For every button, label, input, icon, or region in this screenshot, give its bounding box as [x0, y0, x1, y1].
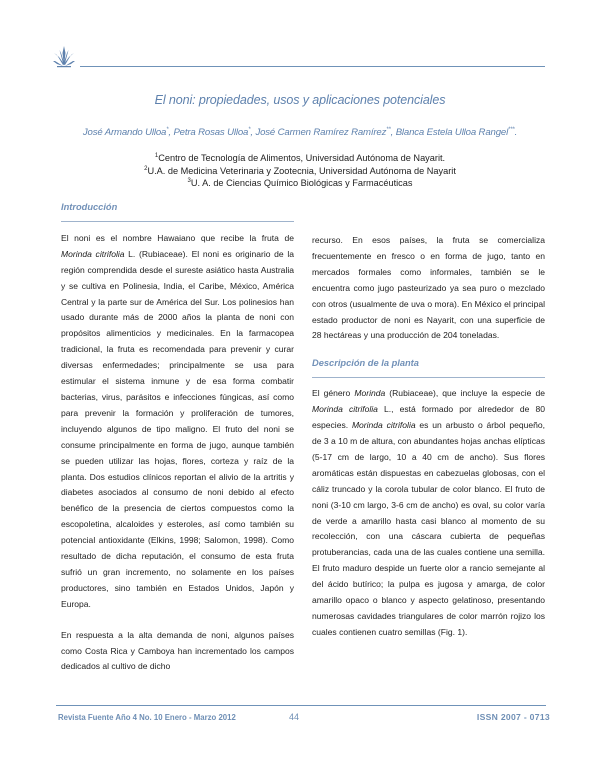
paragraph: El noni es el nombre Hawaiano que recibe la fruta de Morinda citrifolia L. (Rubiaceae). El noni es originario de la región comprendida desde el sureste asiático hasta Australia y se cultiva en Polinesia, India, el Caribe, México, América Central y la parte sur de América del Sur. Los polinesios han usado durante más de 2000 años la planta de noni con propósitos alimenticios y medicinales. En la farmacopea tradicional, la fruta es recomendada para prevenir y curar diversas enfermedades; principalmente se usa para estimular el sistema inmune y de esa forma combatir bacterias, virus, parásitos e infecciones fúngicas, así como para prevenir la formación y proliferación de tumores, incluyendo algunos de tipo maligno. El fruto del noni se consume principalmente en forma de jugo, aunque también se pueden utilizar las hojas, flores, corteza y raíz de la planta. Dos estudios clínicos reportan el alivio de la artritis y diabetes asociados al consumo de noni debido al efecto benéfico de la presencia de ciertos compuestos como la escopoletina, alcaloides y esteroles, así como también su potencial antioxidante (Elkins, 1998; Salomon, 1998). Como resultado de dicha reputación, el consumo de esta fruta sufrió un gran incremento, no solamente en los países productores, sino también en Estados Unidos, Japón y Europa.	[61, 232, 294, 609]
affiliation-text: Centro de Tecnología de Alimentos, Universidad Autónoma de Nayarit.	[158, 153, 446, 163]
affiliation-text: U. A. de Ciencias Químico Biológicas y Farmacéuticas	[190, 178, 413, 188]
paragraph: recurso. En esos países, la fruta se comercializa frecuentemente en fresco o en forma de jugo, tanto en mercados formales como informales, también se le encuentra como jugo pasteurizado ya sea puro o mezclado con otros (usualmente de uva o mora). En México el principal estado productor de noni es Nayarit, con una superficie de 28 hectáreas y una producción de 204 toneladas.	[312, 235, 545, 341]
affiliation-mark: 2	[144, 165, 148, 172]
affiliation-line	[0, 165, 600, 178]
author-mark: **	[386, 126, 391, 133]
author-mark: *	[166, 126, 169, 133]
species-name: Morinda citrifolia	[351, 420, 416, 431]
affiliation-mark: 1	[154, 152, 159, 159]
species-name: Morinda citrifolia	[312, 404, 378, 415]
section-rule	[61, 221, 294, 222]
author-name: José Armando Ulloa	[82, 127, 167, 138]
paragraph: El género Morinda (Rubiaceae), que incluye la especie de Morinda citrifolia L., está formado por alrededor de 80 especies. Morinda citrifolia es un arbusto o árbol pequeño, de 3 a 10 m de altura, con abundantes hojas anchas elípticas (5-17 cm de largo, 10 a 40 cm de ancho). Sus flores aromáticas están dispuestas en cabezuelas globosas, con el cáliz truncado y la corola tubular de color blanco. El fruto de noni (3-10 cm largo, 3-6 cm de ancho) es oval, su color varía de verde a amarillo hasta casi blanco al momento de su recolección, con una cáscara cubierta de pequeñas protuberancias, cada una de las cuales contiene una semilla. El fruto maduro despide un fuerte olor a rancio semejante al del ácido butírico; la pulpa es jugosa y amarga, de color amarillo opaco o blanco y aspecto gelatinoso, presentando numerosas cavidades triangulares de color marrón rojizo los cuales contienen cuatro semillas (Fig. 1).	[312, 388, 545, 637]
page-number: 44	[289, 712, 300, 722]
affiliations	[0, 152, 600, 190]
author-mark: ***	[508, 126, 515, 133]
affiliation-line	[0, 177, 600, 190]
journal-citation: Revista Fuente Año 4 No. 10 Enero - Marzo 2012	[58, 713, 236, 722]
article-title: El noni: propiedades, usos y aplicaciones potenciales	[154, 93, 446, 107]
author-name: José Carmen Ramírez Ramírez	[255, 127, 387, 138]
author-list: José Armando Ulloa*, Petra Rosas Ulloa*, José Carmen Ramírez Ramírez**, Blanca Estela Ulloa Rangel***.	[82, 126, 518, 138]
affiliation-mark: 3	[187, 177, 191, 184]
agave-plant-logo-icon	[52, 44, 76, 68]
author-name: Blanca Estela Ulloa Rangel	[395, 127, 509, 138]
section-rule	[312, 377, 545, 378]
left-column	[61, 200, 294, 675]
species-name: Morinda citrifolia	[61, 248, 125, 259]
right-column	[312, 233, 545, 641]
paragraph: En respuesta a la alta demanda de noni, algunos países como Costa Rica y Camboya han incrementado los campos dedicados al cultivo de dicho	[61, 629, 294, 672]
author-name: Petra Rosas Ulloa	[173, 127, 249, 138]
header-rule	[80, 66, 545, 67]
affiliation-line	[0, 152, 600, 165]
species-name: Morinda	[354, 388, 386, 399]
affiliation-text: U.A. de Medicina Veterinaria y Zootecnia, Universidad Autónoma de Nayarit	[147, 165, 456, 176]
author-mark: *	[248, 126, 251, 133]
issn: ISSN 2007 - 0713	[476, 712, 550, 722]
footer-rule	[56, 705, 546, 706]
section-heading-descripcion: Descripción de la planta	[312, 358, 419, 369]
section-heading-introduccion: Introducción	[61, 202, 118, 212]
